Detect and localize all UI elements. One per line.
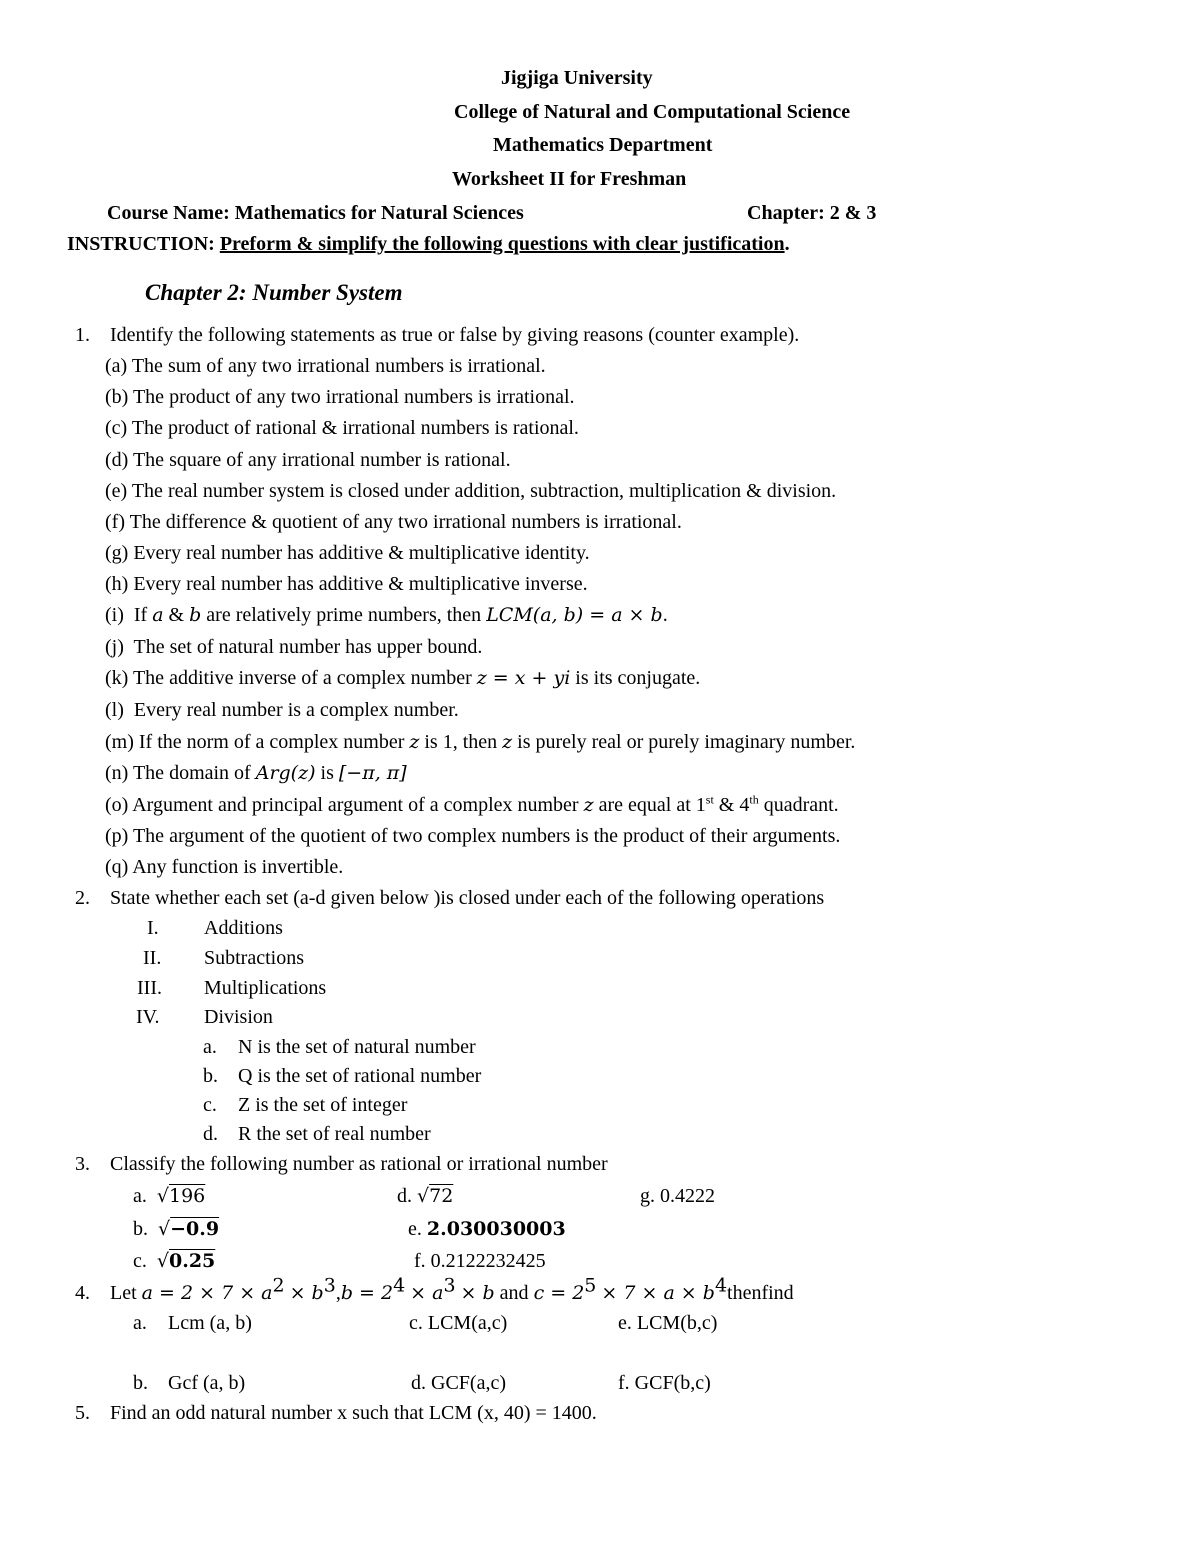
college-name: College of Natural and Computational Science bbox=[454, 101, 851, 123]
instruction bbox=[67, 232, 790, 256]
q2-op-label-3: III. bbox=[137, 977, 162, 999]
q2-op-label-1: I. bbox=[147, 917, 159, 939]
q4-b-text: Gcf (a, b) bbox=[168, 1372, 246, 1394]
q2-op-text-2: Subtractions bbox=[204, 947, 304, 969]
department-name: Mathematics Department bbox=[493, 134, 713, 156]
q3-number: 3. bbox=[75, 1153, 90, 1175]
instruction-label: INSTRUCTION: bbox=[67, 233, 215, 255]
q4-f: f. GCF(b,c) bbox=[618, 1372, 711, 1394]
q1-item-c: (c) The product of rational & irrational numbers is rational. bbox=[105, 417, 579, 439]
q1-item-p: (p) The argument of the quotient of two complex numbers is the product of their arguments. bbox=[105, 825, 841, 847]
q2-set-label-d: d. bbox=[203, 1123, 218, 1145]
university-name: Jigjiga University bbox=[501, 67, 653, 89]
sqrt-icon: √ bbox=[156, 1185, 169, 1207]
q2-set-text-b: Q is the set of rational number bbox=[238, 1065, 482, 1087]
q3-b: b. √−0.9 bbox=[133, 1218, 220, 1240]
q1-item-a: (a) The sum of any two irrational numbers is irrational. bbox=[105, 355, 546, 377]
q1-item-l: (l) Every real number is a complex number. bbox=[105, 699, 459, 721]
q3-f: f. 0.2122232425 bbox=[414, 1250, 546, 1272]
q3-text: Classify the following number as rational or irrational number bbox=[110, 1153, 608, 1175]
q4-a-label: a. bbox=[133, 1312, 147, 1334]
q2-set-label-c: c. bbox=[203, 1094, 217, 1116]
q4-number: 4. bbox=[75, 1282, 90, 1304]
q2-op-text-4: Division bbox=[204, 1006, 273, 1028]
q1-item-d: (d) The square of any irrational number is rational. bbox=[105, 449, 511, 471]
q5-number: 5. bbox=[75, 1402, 90, 1424]
q2-set-text-a: N is the set of natural number bbox=[238, 1036, 476, 1058]
q2-set-text-c: Z is the set of integer bbox=[238, 1094, 408, 1116]
course-name: Course Name: Mathematics for Natural Sciences bbox=[107, 202, 524, 224]
q1-item-f: (f) The difference & quotient of any two irrational numbers is irrational. bbox=[105, 511, 682, 533]
q4-d: d. GCF(a,c) bbox=[411, 1372, 506, 1394]
q3-e: e. 2.030030003 bbox=[408, 1218, 566, 1240]
q1-item-j: (j) The set of natural number has upper bound. bbox=[105, 636, 483, 658]
q1-item-m: (m) If the norm of a complex number z is 1, then z is purely real or purely imaginary number. bbox=[105, 731, 856, 753]
q3-g: g. 0.4222 bbox=[640, 1185, 715, 1207]
sqrt-icon: √ bbox=[156, 1250, 169, 1272]
q1-item-k: (k) The additive inverse of a complex number z = x + yi is its conjugate. bbox=[105, 667, 701, 689]
q2-text: State whether each set (a-d given below )is closed under each of the following operations bbox=[110, 887, 825, 909]
q1-item-n: (n) The domain of Arg(z) is [−π, π] bbox=[105, 762, 407, 784]
chapter-label: Chapter: 2 & 3 bbox=[747, 202, 877, 224]
instruction-end: . bbox=[784, 233, 790, 255]
q4-c: c. LCM(a,c) bbox=[409, 1312, 508, 1334]
q1-item-q: (q) Any function is invertible. bbox=[105, 856, 344, 878]
q1-item-e: (e) The real number system is closed under addition, subtraction, multiplication & division. bbox=[105, 480, 837, 502]
q4-text: Let $a = 2 \times 7 \times a^2 \times b^3,b = 2^4 \times a^3 \times b$ and $c = 2^5 \times 7 \times a$ × $b^4thenfind$ bbox=[110, 1274, 794, 1304]
q2-number: 2. bbox=[75, 887, 90, 909]
q1-item-i: (i) If a & b are relatively prime numbers, then LCM(a, b) = a × b. bbox=[105, 604, 668, 626]
worksheet-title: Worksheet II for Freshman bbox=[452, 168, 687, 190]
q5-text: Find an odd natural number x such that LCM (x, 40) = 1400. bbox=[110, 1402, 597, 1424]
q3-c: c. √0.25 bbox=[133, 1250, 216, 1272]
q1-item-h: (h) Every real number has additive & multiplicative inverse. bbox=[105, 573, 588, 595]
q2-op-text-1: Additions bbox=[204, 917, 283, 939]
q1-item-b: (b) The product of any two irrational numbers is irrational. bbox=[105, 386, 575, 408]
q1-item-o: (o) Argument and principal argument of a complex number z are equal at 1st & 4th quadrant. bbox=[105, 792, 839, 816]
sqrt-icon: √ bbox=[158, 1218, 171, 1240]
q3-a: a. √196 bbox=[133, 1185, 206, 1207]
q2-set-text-d: R the set of real number bbox=[238, 1123, 431, 1145]
sqrt-icon: √ bbox=[417, 1185, 430, 1207]
q2-op-label-4: IV. bbox=[136, 1006, 160, 1028]
q4-b-label: b. bbox=[133, 1372, 148, 1394]
q2-op-text-3: Multiplications bbox=[204, 977, 327, 999]
q1-number: 1. bbox=[75, 324, 90, 346]
q2-set-label-a: a. bbox=[203, 1036, 217, 1058]
q2-set-label-b: b. bbox=[203, 1065, 218, 1087]
section-title: Chapter 2: Number System bbox=[145, 280, 403, 305]
q3-d: d. √72 bbox=[397, 1185, 454, 1207]
q4-a-text: Lcm (a, b) bbox=[168, 1312, 252, 1334]
q1-item-g: (g) Every real number has additive & multiplicative identity. bbox=[105, 542, 590, 564]
q2-op-label-2: II. bbox=[143, 947, 162, 969]
q1-text: Identify the following statements as true or false by giving reasons (counter example). bbox=[110, 324, 800, 346]
instruction-text: Preform & simplify the following questions with clear justification bbox=[219, 233, 785, 255]
q4-e: e. LCM(b,c) bbox=[618, 1312, 718, 1334]
